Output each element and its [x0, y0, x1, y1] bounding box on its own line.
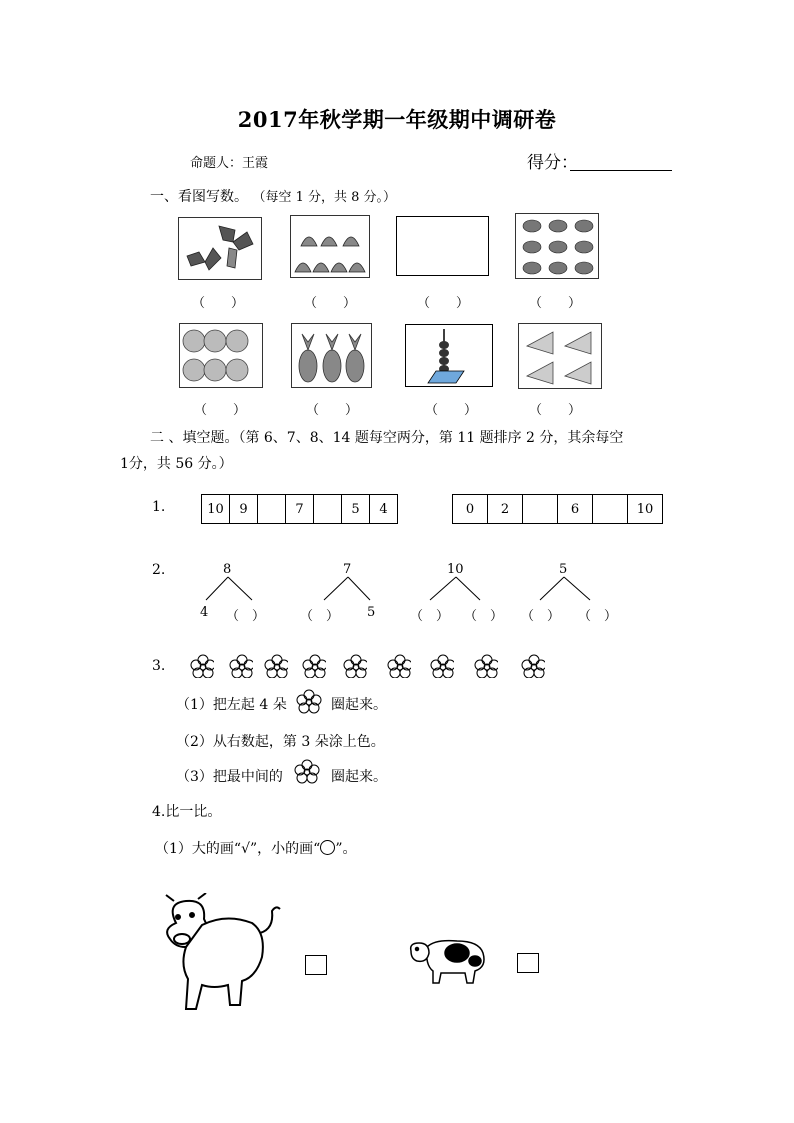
answer-blank-3[interactable]: （ ） [416, 296, 469, 311]
flower-icon[interactable] [190, 654, 214, 678]
section1-title: 一、看图写数。 [150, 189, 248, 205]
abacus-icon [406, 325, 494, 388]
answer-blank-1[interactable]: （ ） [191, 296, 244, 311]
big-cow-icon [156, 893, 286, 1015]
seq-a-blank[interactable] [314, 495, 342, 524]
bond-right-2: 5 [367, 605, 376, 620]
flower-icon [294, 759, 320, 785]
section2-heading: 二 、填空题。（第 6、7、8、14 题每空两分，第 11 题排序 2 分，其余每空 [150, 430, 624, 446]
answer-blank-7[interactable]: （ ） [424, 403, 477, 418]
answer-box-small-cow[interactable] [517, 953, 539, 973]
seq-a-cell: 4 [370, 495, 398, 524]
pineapple-icon [292, 324, 373, 389]
bond-top-2: 7 [343, 562, 352, 577]
ball-icon [180, 324, 264, 389]
seq-a-blank[interactable] [258, 495, 286, 524]
q4-sub1-a: （1）大的画“ [155, 841, 242, 857]
flower-icon[interactable] [302, 654, 326, 678]
flower-icon[interactable] [521, 654, 545, 678]
answer-box-big-cow[interactable] [305, 955, 327, 975]
q4-sub1 [155, 838, 357, 858]
butterflies-picture [178, 217, 262, 280]
score-blank[interactable] [570, 170, 672, 171]
seq-a-cell: 9 [230, 495, 258, 524]
hats-picture [290, 215, 370, 278]
bond-right-3[interactable]: （ ） [464, 609, 504, 624]
q2-number: 2. [152, 562, 166, 578]
q3-sub1-text: （1）把左起 4 朵 [176, 697, 287, 713]
badminton-picture [518, 323, 602, 389]
q4-sub1-b: ”，小的画“ [250, 841, 321, 857]
balls-picture [179, 323, 263, 388]
q4-sub1-c: ”。 [335, 841, 357, 857]
q3-sub1-end: 圈起来。 [331, 697, 387, 713]
seq-b-cell: 10 [628, 495, 663, 524]
seq-b-blank[interactable] [593, 495, 628, 524]
answer-blank-4[interactable]: （ ） [528, 296, 581, 311]
answer-blank-8[interactable]: （ ） [528, 403, 581, 418]
answer-blank-6[interactable]: （ ） [305, 403, 358, 418]
check-mark-icon: √ [241, 841, 250, 857]
sequence-table-a [201, 494, 398, 524]
answer-blank-2[interactable]: （ ） [303, 296, 356, 311]
q1-number: 1. [152, 499, 166, 515]
birds-picture [515, 213, 599, 279]
q3-number: 3. [152, 658, 166, 674]
flower-icon[interactable] [474, 654, 498, 678]
bird-icon [516, 214, 600, 280]
flower-icon[interactable] [343, 654, 367, 678]
bond-right-1[interactable]: （ ） [226, 609, 266, 624]
sequence-table-b [452, 494, 663, 524]
flower-icon[interactable] [264, 654, 288, 678]
small-cow-icon [407, 935, 491, 987]
q3-sub2: （2）从右数起，第 3 朵涂上色。 [176, 734, 385, 750]
seq-a-cell: 7 [286, 495, 314, 524]
butterfly-icon [179, 218, 263, 281]
score-label: 得分： [527, 153, 578, 173]
seq-b-cell: 0 [453, 495, 488, 524]
bond-top-4: 5 [559, 562, 568, 577]
section1-heading [150, 186, 396, 206]
q3-sub3-end: 圈起来。 [331, 769, 387, 785]
answer-blank-5[interactable]: （ ） [193, 403, 246, 418]
section1-note: （每空 1 分，共 8 分。） [252, 190, 397, 205]
seq-a-cell: 5 [342, 495, 370, 524]
bond-left-2[interactable]: （ ） [300, 609, 340, 624]
author-line: 命题人：王霞 [190, 156, 269, 171]
seq-a-cell: 10 [202, 495, 230, 524]
circle-icon [320, 840, 335, 855]
flower-icon[interactable] [430, 654, 454, 678]
flower-icon[interactable] [229, 654, 253, 678]
bond-left-3[interactable]: （ ） [410, 609, 450, 624]
seq-b-blank[interactable] [523, 495, 558, 524]
q4-heading: 4.比一比。 [152, 804, 222, 820]
bond-top-3: 10 [447, 562, 464, 577]
seq-b-cell: 2 [488, 495, 523, 524]
bond-left-4[interactable]: （ ） [521, 609, 561, 624]
page-title: 2017年秋学期一年级期中调研卷 [237, 107, 557, 132]
flower-icon[interactable] [387, 654, 411, 678]
hat-icon [291, 216, 371, 279]
empty-picture-box [396, 216, 489, 276]
bond-right-4[interactable]: （ ） [578, 609, 618, 624]
pineapples-picture [291, 323, 372, 388]
section2-heading-line2: 1分，共 56 分。） [120, 456, 233, 472]
abacus-picture [405, 324, 493, 387]
bond-left-1: 4 [200, 605, 209, 620]
q3-sub1 [176, 694, 287, 714]
shuttlecock-icon [519, 324, 603, 390]
bond-top-1: 8 [223, 562, 232, 577]
seq-b-cell: 6 [558, 495, 593, 524]
q3-sub3: （3）把最中间的 [176, 769, 283, 785]
flower-icon [296, 689, 322, 715]
